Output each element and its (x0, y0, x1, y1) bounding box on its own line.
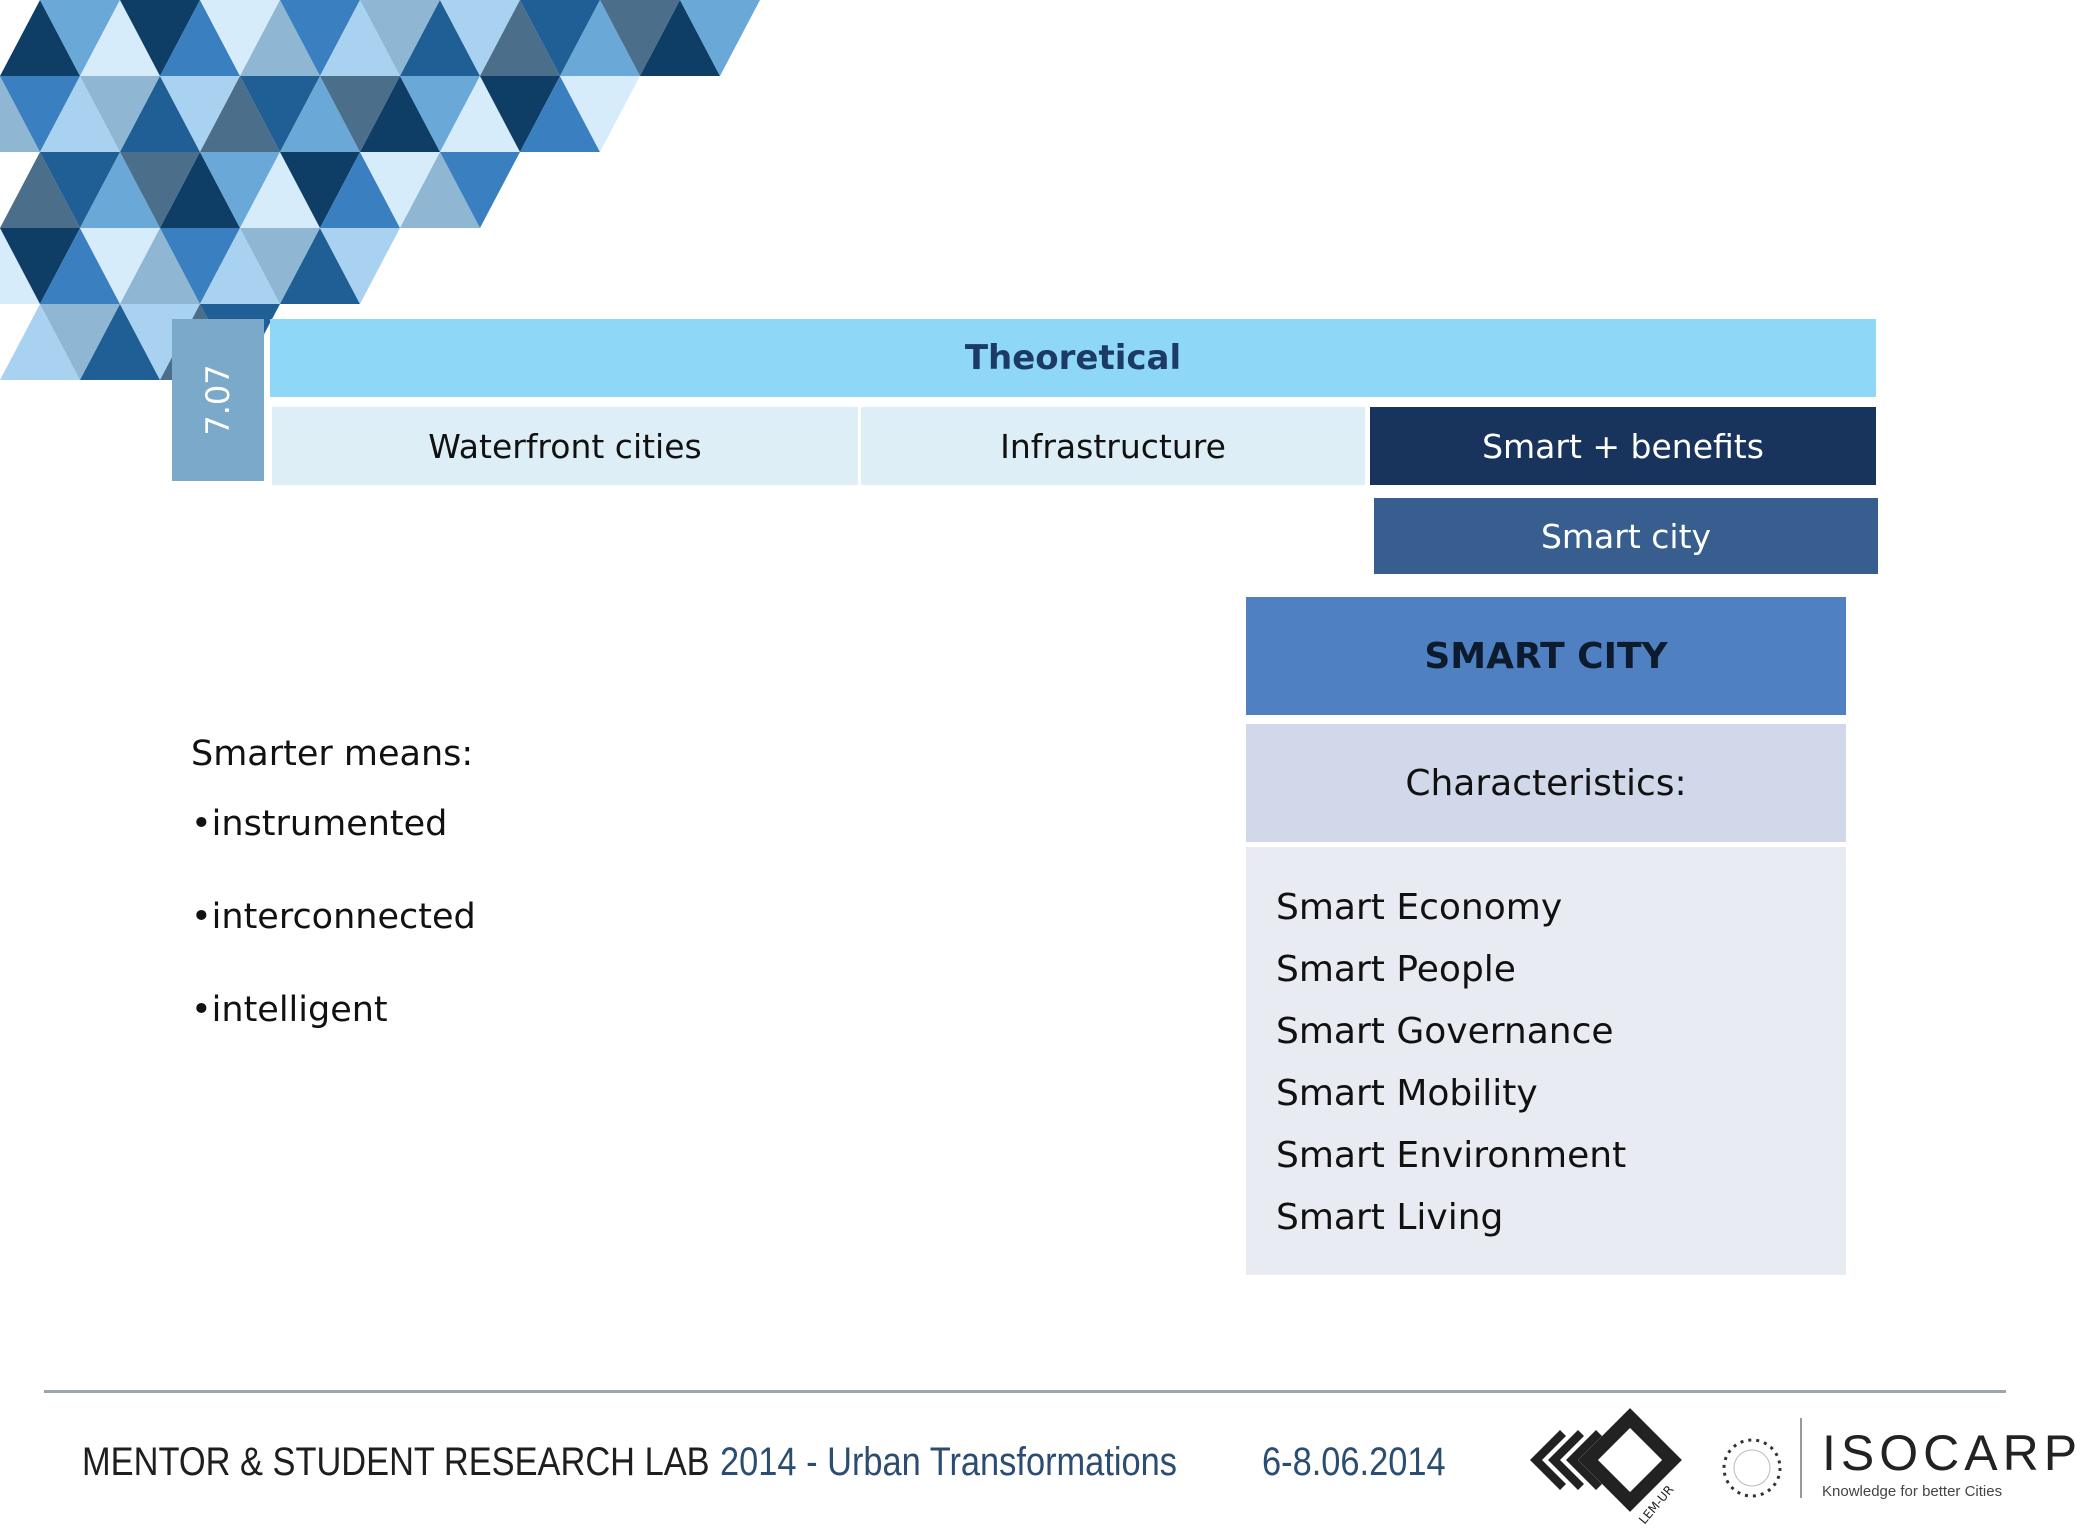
bullet-text: interconnected (211, 897, 476, 937)
svg-text:LEM-UR: LEM-UR (1636, 1482, 1677, 1527)
smart-city-header (1246, 597, 1846, 715)
topic-label: Infrastructure (1000, 426, 1226, 466)
isocarp-name: ISOCARP (1822, 1425, 2082, 1481)
footer-logo-divider (1800, 1418, 1804, 1498)
topic-label: Smart + benefits (1482, 426, 1764, 466)
topic-waterfront-cities (272, 407, 858, 485)
footer-dates: 6-8.06.2014 (1262, 1440, 1446, 1484)
footer-divider (44, 1390, 2006, 1393)
subtopic-label: Smart city (1540, 516, 1712, 556)
characteristics-header (1246, 724, 1846, 842)
lem-ur-logo-icon (1520, 1410, 1690, 1527)
isocarp-seal-icon (1712, 1428, 1792, 1508)
subtopic-smart-city (1374, 498, 1878, 574)
theoretical-header (270, 319, 1876, 397)
date-tab-label: 7.07 (199, 364, 237, 436)
theoretical-title: Theoretical (964, 338, 1182, 378)
bullet-text: instrumented (211, 804, 448, 844)
characteristics-list (1246, 847, 1846, 1275)
characteristic-item: Smart Environment (1276, 1135, 1627, 1176)
characteristic-item: Smart Economy (1276, 887, 1563, 928)
bullet-text: intelligent (211, 990, 388, 1030)
smarter-means-title: Smarter means: (191, 734, 474, 774)
footer-lab-name: MENTOR & STUDENT RESEARCH LAB (82, 1440, 710, 1484)
bullet-item (191, 891, 791, 984)
characteristics-label: Characteristics: (1405, 762, 1687, 804)
characteristic-item: Smart People (1276, 949, 1516, 990)
topic-smart-benefits (1370, 407, 1876, 485)
bullet-item (191, 984, 791, 1077)
topic-label: Waterfront cities (428, 426, 702, 466)
smarter-means-block (191, 728, 791, 1077)
characteristic-item: Smart Living (1276, 1197, 1504, 1238)
smart-city-title: SMART CITY (1424, 635, 1668, 677)
bullet-item (191, 798, 791, 891)
characteristic-item: Smart Mobility (1276, 1073, 1538, 1114)
isocarp-tagline: Knowledge for better Cities (1822, 1483, 2003, 1500)
topic-infrastructure (861, 407, 1365, 485)
characteristic-item: Smart Governance (1276, 1011, 1614, 1052)
date-tab (172, 319, 264, 481)
footer-event: 2014 - Urban Transformations (720, 1440, 1177, 1484)
